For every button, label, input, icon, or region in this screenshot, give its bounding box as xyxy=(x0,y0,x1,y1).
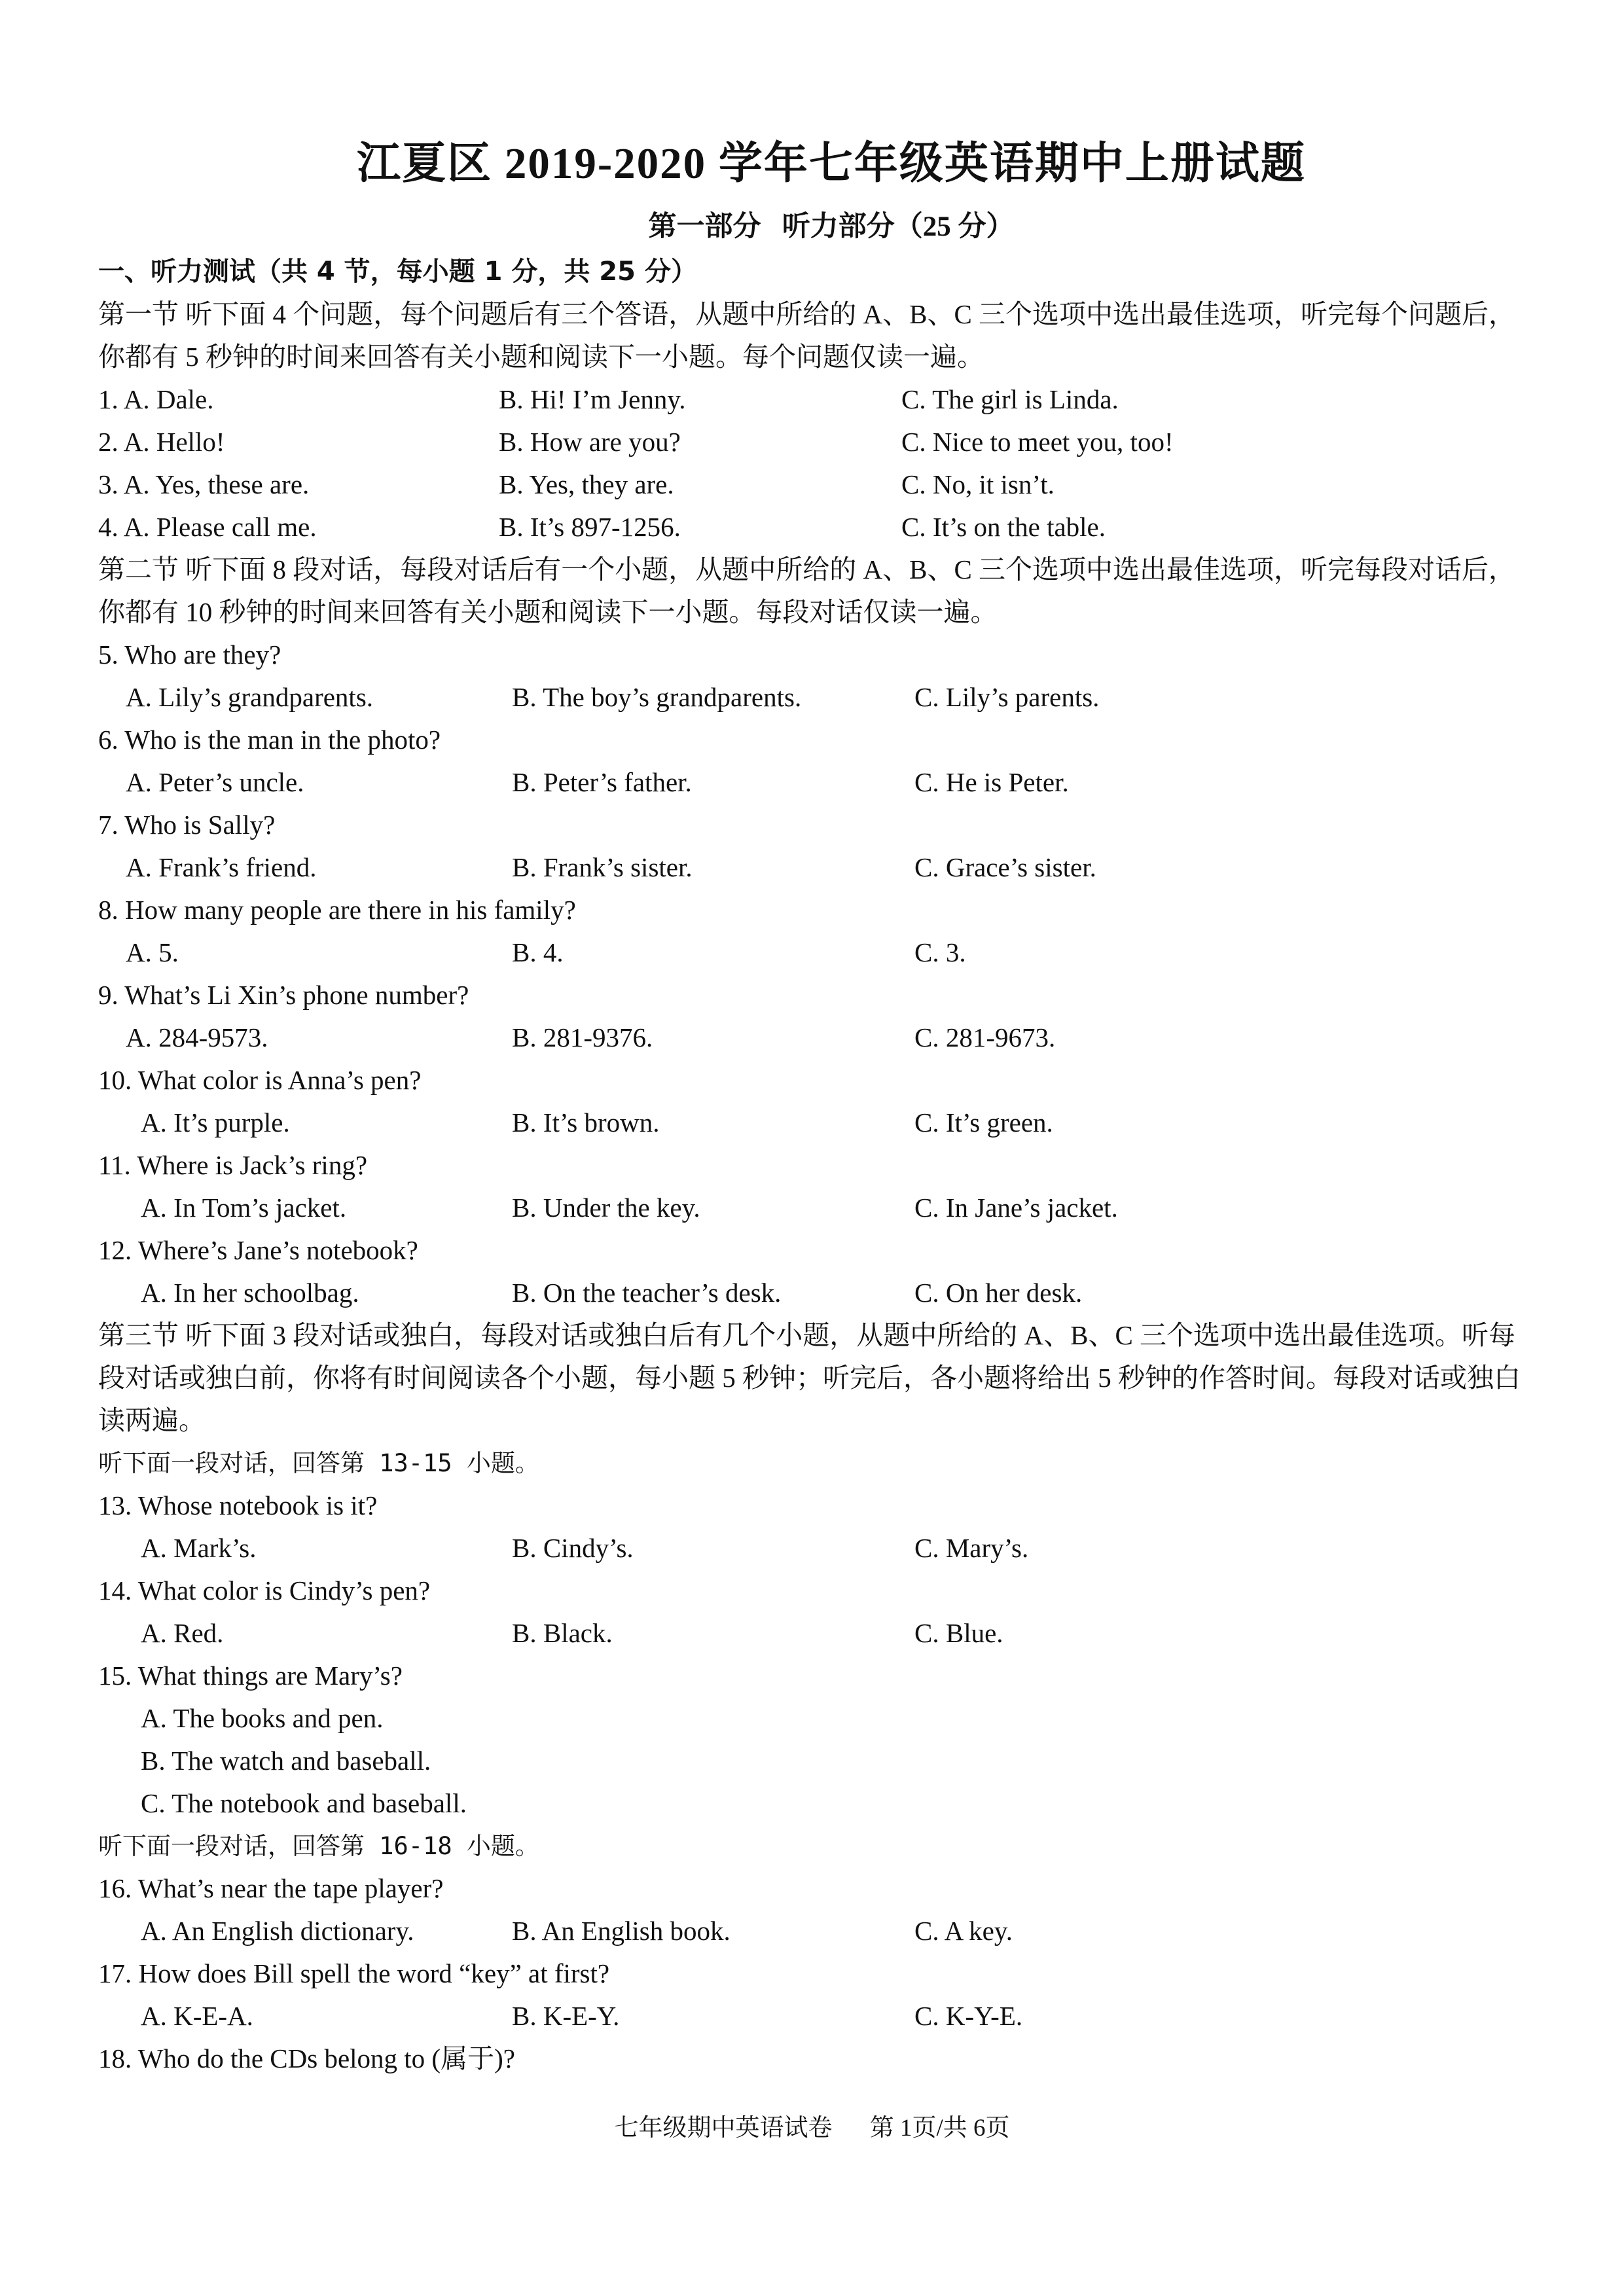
question-stem: 8. How many people are there in his family? xyxy=(98,895,576,925)
question-row xyxy=(98,378,1538,421)
option-c: C. 3. xyxy=(914,937,966,967)
question-options xyxy=(98,1016,1538,1059)
option-a: A. K-E-A. xyxy=(141,2001,253,2031)
part3-instruction-text: 听下面 3 段对话或独白，每段对话或独白后有几个小题，从题中所给的 A、B、C 三个选项中选出最佳选项。听每段对话或独白前，你将有时间阅读各个小题，每小题 5 秒钟；听完后，各小题将给出 5 秒钟的作答时间。每段对话或独白读两遍。 xyxy=(98,1320,1521,1435)
part1-label: 第一节 xyxy=(98,298,179,330)
option-c: C. Mary’s. xyxy=(914,1533,1029,1563)
option-c: C. Lily’s parents. xyxy=(914,682,1100,712)
option-c: C. Grace’s sister. xyxy=(914,852,1096,882)
question-stem: 15. What things are Mary’s? xyxy=(98,1660,403,1691)
option-c: C. A key. xyxy=(914,1916,1013,1946)
option-c: C. On her desk. xyxy=(914,1278,1083,1308)
option-c: C. He is Peter. xyxy=(914,767,1069,797)
option-a: A. It’s purple. xyxy=(141,1107,290,1138)
option-b: B. It’s 897-1256. xyxy=(499,512,681,542)
exam-page xyxy=(98,134,1538,2080)
option-c: C. The notebook and baseball. xyxy=(141,1788,467,1818)
question-stem: 6. Who is the man in the photo? xyxy=(98,725,441,755)
option-b: B. K-E-Y. xyxy=(512,2001,620,2031)
question-options xyxy=(98,846,1538,889)
option-a: A. 5. xyxy=(126,937,179,967)
option-b: B. The boy’s grandparents. xyxy=(512,682,802,712)
option-a: 4. A. Please call me. xyxy=(98,512,317,542)
dialogue-note: 听下面一段对话，回答第 16-18 小题。 xyxy=(98,1832,539,1860)
footer-exam-name: 七年级期中英语试卷 xyxy=(614,2115,833,2142)
part2-instruction-text: 听下面 8 段对话，每段对话后有一个小题，从题中所给的 A、B、C 三个选项中选出最佳选项，听完每段对话后，你都有 10 秒钟的时间来回答有关小题和阅读下一小题。每段对话仅读一遍。 xyxy=(98,554,1516,627)
option-b: B. An English book. xyxy=(512,1916,731,1946)
option-c: C. Nice to meet you, too! xyxy=(901,427,1174,457)
question-options xyxy=(98,1612,1538,1655)
footer-page-number: 第 1页/共 6页 xyxy=(869,2115,1010,2142)
part2-label: 第二节 xyxy=(98,554,179,585)
part3-label: 第三节 xyxy=(98,1319,179,1351)
option-c: C. It’s green. xyxy=(914,1107,1053,1138)
question-options xyxy=(98,1272,1538,1314)
question-stem: 11. Where is Jack’s ring? xyxy=(98,1150,368,1180)
question-stem: 16. What’s near the tape player? xyxy=(98,1873,444,1903)
option-a: A. Mark’s. xyxy=(141,1533,257,1563)
part1-instruction xyxy=(98,293,1538,378)
option-a: A. An English dictionary. xyxy=(141,1916,414,1946)
option-a: A. The books and pen. xyxy=(141,1703,384,1733)
dialogue-note: 听下面一段对话，回答第 13-15 小题。 xyxy=(98,1449,539,1477)
option-b: B. Hi! I’m Jenny. xyxy=(499,384,686,414)
option-c: C. K-Y-E. xyxy=(914,2001,1023,2031)
question-stem: 14. What color is Cindy’s pen? xyxy=(98,1575,431,1605)
question-stem: 13. Whose notebook is it? xyxy=(98,1490,378,1520)
question-options xyxy=(98,1995,1538,2037)
option-a: A. In Tom’s jacket. xyxy=(141,1193,347,1223)
question-stem: 9. What’s Li Xin’s phone number? xyxy=(98,980,469,1010)
option-a: A. Lily’s grandparents. xyxy=(126,682,374,712)
option-b: B. On the teacher’s desk. xyxy=(512,1278,782,1308)
question-stem: 10. What color is Anna’s pen? xyxy=(98,1065,422,1095)
option-b: B. 4. xyxy=(512,937,564,967)
question-options xyxy=(98,1102,1538,1144)
question-row xyxy=(98,506,1538,548)
question-options xyxy=(98,676,1538,719)
question-stem: 18. Who do the CDs belong to (属于)? xyxy=(98,2043,515,2073)
question-stem: 12. Where’s Jane’s notebook? xyxy=(98,1235,418,1265)
question-stem: 5. Who are they? xyxy=(98,639,281,670)
option-b: B. Cindy’s. xyxy=(512,1533,634,1563)
part-subtitle: 第一部分 听力部分（25 分） xyxy=(648,211,1015,242)
option-c: C. The girl is Linda. xyxy=(901,384,1119,414)
question-stem: 7. Who is Sally? xyxy=(98,810,276,840)
option-a: A. Peter’s uncle. xyxy=(126,767,304,797)
question-row xyxy=(98,463,1538,506)
option-b: B. 281-9376. xyxy=(512,1022,653,1052)
option-a: A. 284-9573. xyxy=(126,1022,268,1052)
option-c: C. It’s on the table. xyxy=(901,512,1106,542)
option-a: A. Red. xyxy=(141,1618,224,1648)
option-c: C. No, it isn’t. xyxy=(901,469,1055,499)
option-c: C. 281-9673. xyxy=(914,1022,1056,1052)
question-options xyxy=(98,761,1538,804)
option-b: B. It’s brown. xyxy=(512,1107,660,1138)
option-b: B. Peter’s father. xyxy=(512,767,692,797)
question-options xyxy=(98,931,1538,974)
question-options xyxy=(98,1910,1538,1952)
question-stem: 17. How does Bill spell the word “key” at first? xyxy=(98,1958,610,1988)
option-b: B. How are you? xyxy=(499,427,681,457)
option-a: A. In her schoolbag. xyxy=(141,1278,359,1308)
option-c: C. Blue. xyxy=(914,1618,1003,1648)
option-b: B. Frank’s sister. xyxy=(512,852,693,882)
option-b: B. Yes, they are. xyxy=(499,469,674,499)
page-footer xyxy=(0,2108,1624,2143)
option-a: A. Frank’s friend. xyxy=(126,852,317,882)
part1-instruction-text: 听下面 4 个问题，每个问题后有三个答语，从题中所给的 A、B、C 三个选项中选出最佳选项，听完每个问题后，你都有 5 秒钟的时间来回答有关小题和阅读下一小题。每个问题仅读一遍。 xyxy=(98,299,1516,372)
question-options xyxy=(98,1187,1538,1229)
section-heading: 一、听力测试（共 4 节，每小题 1 分，共 25 分） xyxy=(98,257,697,287)
option-a: 1. A. Dale. xyxy=(98,384,214,414)
option-a: 2. A. Hello! xyxy=(98,427,225,457)
option-a: 3. A. Yes, these are. xyxy=(98,469,310,499)
part3-instruction xyxy=(98,1314,1538,1442)
option-b: B. Under the key. xyxy=(512,1193,700,1223)
option-b: B. Black. xyxy=(512,1618,613,1648)
option-b: B. The watch and baseball. xyxy=(141,1746,431,1776)
page-title: 江夏区 2019-2020 学年七年级英语期中上册试题 xyxy=(357,139,1306,188)
option-c: C. In Jane’s jacket. xyxy=(914,1193,1118,1223)
part2-instruction xyxy=(98,548,1538,634)
question-row xyxy=(98,421,1538,463)
question-options xyxy=(98,1527,1538,1570)
